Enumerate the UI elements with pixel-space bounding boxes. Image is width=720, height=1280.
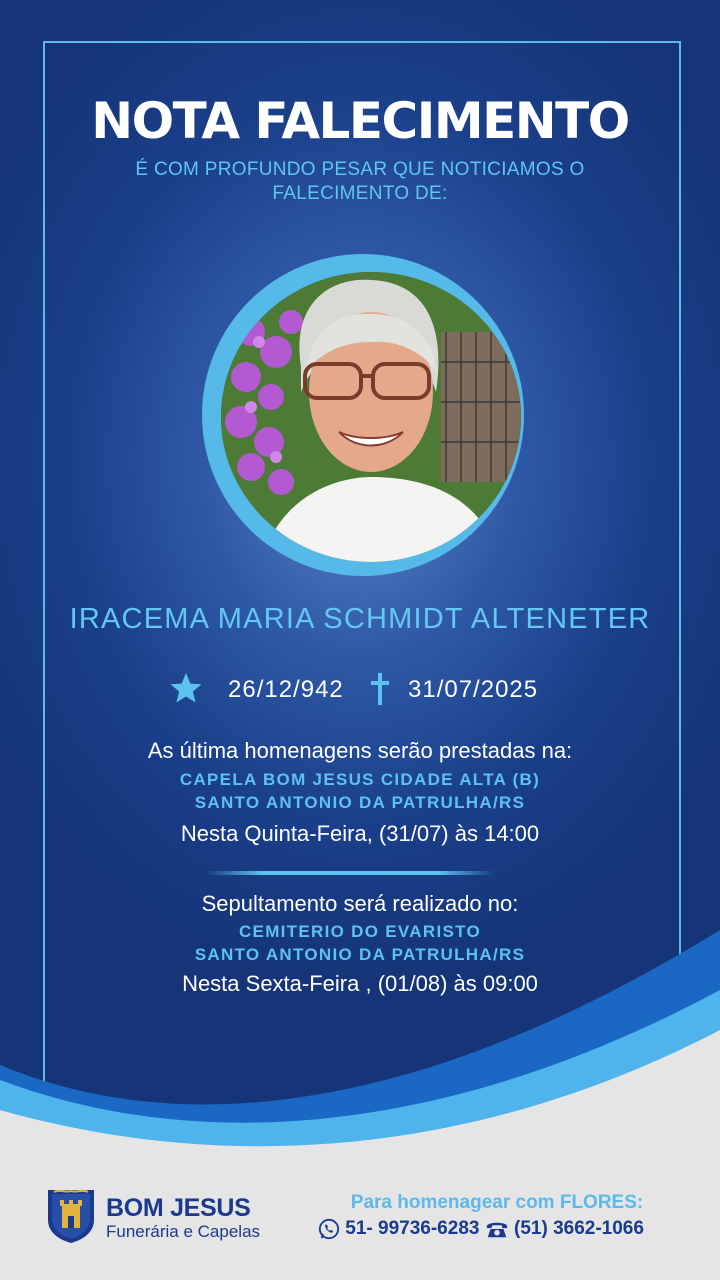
homage-time: Nesta Quinta-Feira, (31/07) às 14:00 — [180, 821, 540, 846]
death-date: 31/07/2025 — [408, 676, 539, 703]
burial-place-line2: SANTO ANTONIO DA PATRULHA/RS — [194, 945, 526, 964]
landline-phone-number[interactable]: (51) 3662-1066 — [514, 1218, 644, 1239]
brand-name: BOM JESUS — [106, 1194, 251, 1222]
portrait-illustration — [221, 272, 521, 562]
burial-time: Nesta Sexta-Feira , (01/08) às 09:00 — [182, 971, 538, 996]
deceased-name: IRACEMA MARIA SCHMIDT ALTENETER — [69, 603, 651, 635]
homage-intro: As última homenagens serão prestadas na: — [147, 738, 573, 763]
flowers-call-to-action: Para homenagear com FLORES: — [350, 1192, 644, 1213]
subtitle: É COM PROFUNDO PESAR QUE NOTICIAMOS O FALECIMENTO DE: — [135, 159, 585, 204]
section-divider — [205, 871, 495, 875]
star-icon — [170, 672, 202, 704]
whatsapp-icon — [318, 1218, 340, 1240]
birth-date: 26/12/942 — [228, 676, 344, 703]
portrait-photo — [221, 272, 521, 562]
contact-phones — [318, 1218, 644, 1244]
bom-jesus-logo-icon — [46, 1188, 96, 1244]
burial-intro: Sepultamento será realizado no: — [201, 891, 519, 916]
mobile-phone-number[interactable]: 51- 99736-6283 — [345, 1218, 480, 1239]
burial-place-line1: CEMITERIO DO EVARISTO — [238, 922, 482, 941]
telephone-icon — [485, 1218, 509, 1240]
homage-place-line1: CAPELA BOM JESUS CIDADE ALTA (B) — [179, 770, 541, 789]
life-dates — [0, 672, 720, 708]
homage-place-line2: SANTO ANTONIO DA PATRULHA/RS — [194, 793, 526, 812]
page-title: NOTA FALECIMENTO — [91, 92, 629, 150]
cross-icon — [369, 672, 391, 706]
brand-subtitle: Funerária e Capelas — [106, 1222, 261, 1241]
